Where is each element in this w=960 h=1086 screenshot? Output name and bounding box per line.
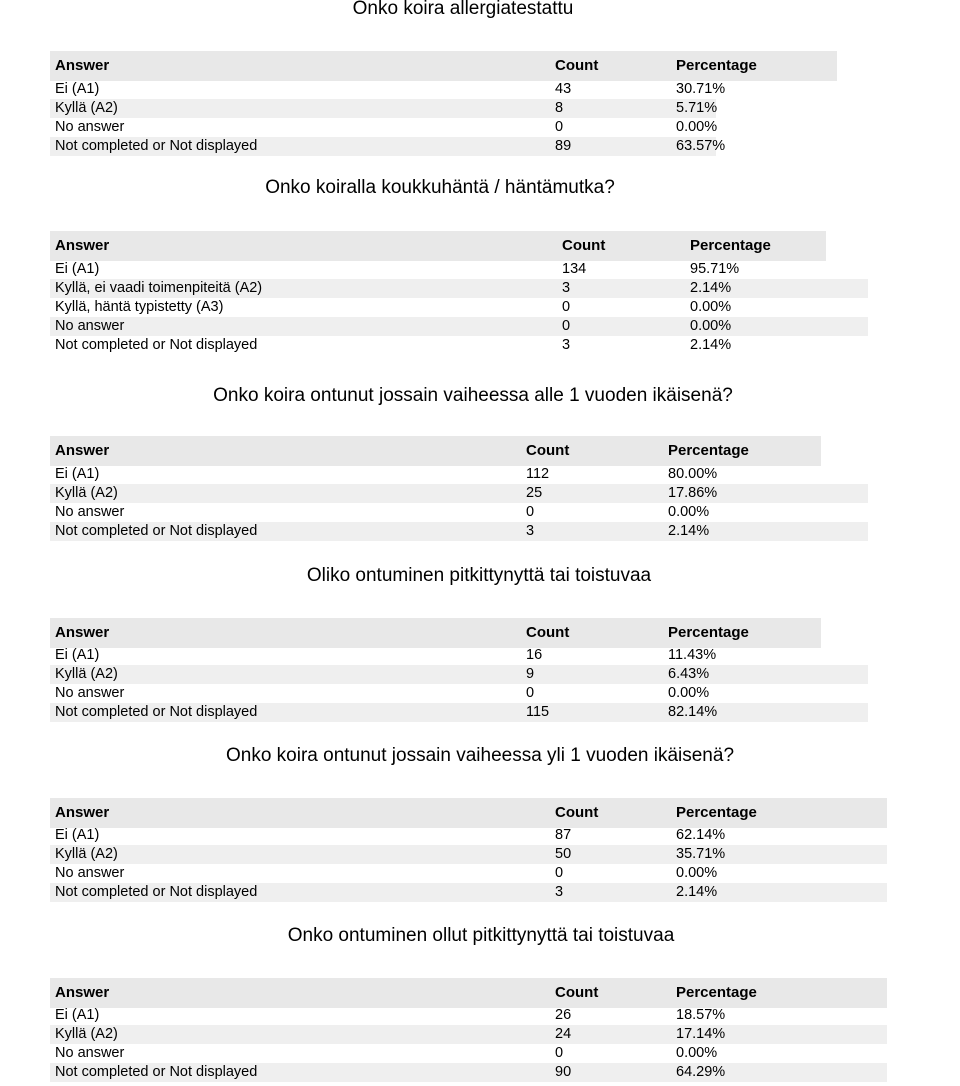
row-percentage: 0.00% <box>668 685 710 701</box>
row-answer: No answer <box>55 865 125 881</box>
section-title: Onko koira ontunut jossain vaiheessa yli 1 vuoden ikäisenä? <box>225 745 735 766</box>
table-row <box>50 703 868 722</box>
table-header <box>50 978 887 1008</box>
table-row <box>50 503 868 522</box>
row-answer: Kyllä (A2) <box>55 846 118 862</box>
row-answer: Ei (A1) <box>55 81 100 97</box>
table-row <box>50 1006 887 1025</box>
row-answer: Ei (A1) <box>55 647 100 663</box>
row-count: 0 <box>526 685 535 701</box>
row-answer: Ei (A1) <box>55 827 100 843</box>
row-count: 25 <box>526 485 543 501</box>
table-header <box>50 436 821 466</box>
row-count: 3 <box>526 523 535 539</box>
header-count: Count <box>526 442 570 459</box>
table-row <box>50 260 868 279</box>
section-title: Onko koiralla koukkuhäntä / häntämutka? <box>265 177 615 198</box>
header-answer: Answer <box>55 984 110 1001</box>
table-row <box>50 864 887 883</box>
row-answer: Not completed or Not displayed <box>55 884 258 900</box>
row-answer: Not completed or Not displayed <box>55 704 258 720</box>
table-header <box>50 798 887 828</box>
row-percentage: 30.71% <box>676 81 726 97</box>
table-row <box>50 137 726 156</box>
table-row <box>50 336 868 355</box>
row-percentage: 6.43% <box>668 666 710 682</box>
table-row <box>50 298 868 317</box>
header-percentage: Percentage <box>676 804 757 821</box>
row-answer: Kyllä, ei vaadi toimenpiteitä (A2) <box>55 280 263 296</box>
row-answer: No answer <box>55 685 125 701</box>
row-answer: Kyllä, häntä typistetty (A3) <box>55 299 224 315</box>
row-answer: Ei (A1) <box>55 1007 100 1023</box>
row-count: 9 <box>526 666 535 682</box>
table-row <box>50 118 716 137</box>
row-percentage: 5.71% <box>676 100 718 116</box>
row-percentage: 62.14% <box>676 827 726 843</box>
header-answer: Answer <box>55 804 110 821</box>
header-percentage: Percentage <box>690 237 771 254</box>
row-count: 112 <box>526 466 550 482</box>
section-title: Oliko ontuminen pitkittynyttä tai toistuvaa <box>306 565 652 586</box>
row-answer: Not completed or Not displayed <box>55 138 258 154</box>
row-answer: Kyllä (A2) <box>55 1026 118 1042</box>
row-percentage: 17.86% <box>668 485 718 501</box>
header-count: Count <box>555 984 599 1001</box>
section-title: Onko koira ontunut jossain vaiheessa alle 1 vuoden ikäisenä? <box>213 385 733 406</box>
section-title: Onko ontuminen ollut pitkittynyttä tai toistuvaa <box>287 925 675 946</box>
row-count: 115 <box>526 704 550 720</box>
header-percentage: Percentage <box>676 57 757 74</box>
row-count: 0 <box>555 865 564 881</box>
row-answer: Not completed or Not displayed <box>55 1064 258 1080</box>
header-answer: Answer <box>55 57 110 74</box>
table-row <box>50 1044 887 1063</box>
row-percentage: 2.14% <box>690 280 732 296</box>
row-percentage: 2.14% <box>690 337 732 353</box>
table-row <box>50 845 887 864</box>
row-answer: Kyllä (A2) <box>55 485 118 501</box>
row-percentage: 18.57% <box>676 1007 726 1023</box>
row-count: 3 <box>562 337 571 353</box>
row-count: 0 <box>555 119 564 135</box>
row-count: 3 <box>562 280 571 296</box>
row-answer: No answer <box>55 318 125 334</box>
row-count: 26 <box>555 1007 572 1023</box>
table-row <box>50 826 887 845</box>
header-count: Count <box>562 237 606 254</box>
row-answer: No answer <box>55 504 125 520</box>
row-count: 90 <box>555 1064 572 1080</box>
header-answer: Answer <box>55 624 110 641</box>
table-header <box>50 618 821 648</box>
header-percentage: Percentage <box>668 624 749 641</box>
row-answer: Kyllä (A2) <box>55 666 118 682</box>
row-count: 134 <box>562 261 587 277</box>
row-percentage: 64.29% <box>676 1064 726 1080</box>
header-percentage: Percentage <box>676 984 757 1001</box>
table-row <box>50 317 868 336</box>
row-count: 87 <box>555 827 572 843</box>
section-title: Onko koira allergiatestattu <box>352 0 574 19</box>
table-row <box>50 665 868 684</box>
row-count: 3 <box>555 884 564 900</box>
table-row <box>50 465 868 484</box>
row-answer: Ei (A1) <box>55 261 100 277</box>
header-count: Count <box>555 57 599 74</box>
row-answer: Not completed or Not displayed <box>55 337 258 353</box>
table-header <box>50 51 837 81</box>
table-row <box>50 99 716 118</box>
row-percentage: 2.14% <box>676 884 718 900</box>
row-count: 50 <box>555 846 572 862</box>
row-percentage: 17.14% <box>676 1026 726 1042</box>
header-answer: Answer <box>55 442 110 459</box>
row-answer: No answer <box>55 1045 125 1061</box>
table-header <box>50 231 826 261</box>
table-row <box>50 484 868 503</box>
row-percentage: 0.00% <box>676 119 718 135</box>
row-count: 0 <box>562 318 571 334</box>
table-row <box>50 883 887 902</box>
header-percentage: Percentage <box>668 442 749 459</box>
row-percentage: 35.71% <box>676 846 726 862</box>
row-percentage: 63.57% <box>676 138 726 154</box>
table-row <box>50 522 868 541</box>
table-row <box>50 1063 887 1082</box>
row-answer: No answer <box>55 119 125 135</box>
header-count: Count <box>526 624 570 641</box>
row-percentage: 2.14% <box>668 523 710 539</box>
row-count: 8 <box>555 100 564 116</box>
row-percentage: 0.00% <box>690 318 732 334</box>
row-percentage: 11.43% <box>668 647 717 663</box>
row-percentage: 0.00% <box>676 1045 718 1061</box>
row-percentage: 80.00% <box>668 466 718 482</box>
row-percentage: 0.00% <box>690 299 732 315</box>
row-count: 43 <box>555 81 572 97</box>
table-row <box>50 684 868 703</box>
row-percentage: 95.71% <box>690 261 740 277</box>
row-answer: Ei (A1) <box>55 466 100 482</box>
row-answer: Kyllä (A2) <box>55 100 118 116</box>
table-row <box>50 279 868 298</box>
header-count: Count <box>555 804 599 821</box>
row-count: 89 <box>555 138 572 154</box>
row-percentage: 82.14% <box>668 704 718 720</box>
row-count: 16 <box>526 647 543 663</box>
header-answer: Answer <box>55 237 110 254</box>
row-percentage: 0.00% <box>676 865 718 881</box>
table-row <box>50 1025 887 1044</box>
row-count: 0 <box>555 1045 564 1061</box>
table-row <box>50 646 868 665</box>
table-row <box>50 80 726 99</box>
row-percentage: 0.00% <box>668 504 710 520</box>
row-answer: Not completed or Not displayed <box>55 523 258 539</box>
row-count: 24 <box>555 1026 572 1042</box>
row-count: 0 <box>562 299 571 315</box>
row-count: 0 <box>526 504 535 520</box>
